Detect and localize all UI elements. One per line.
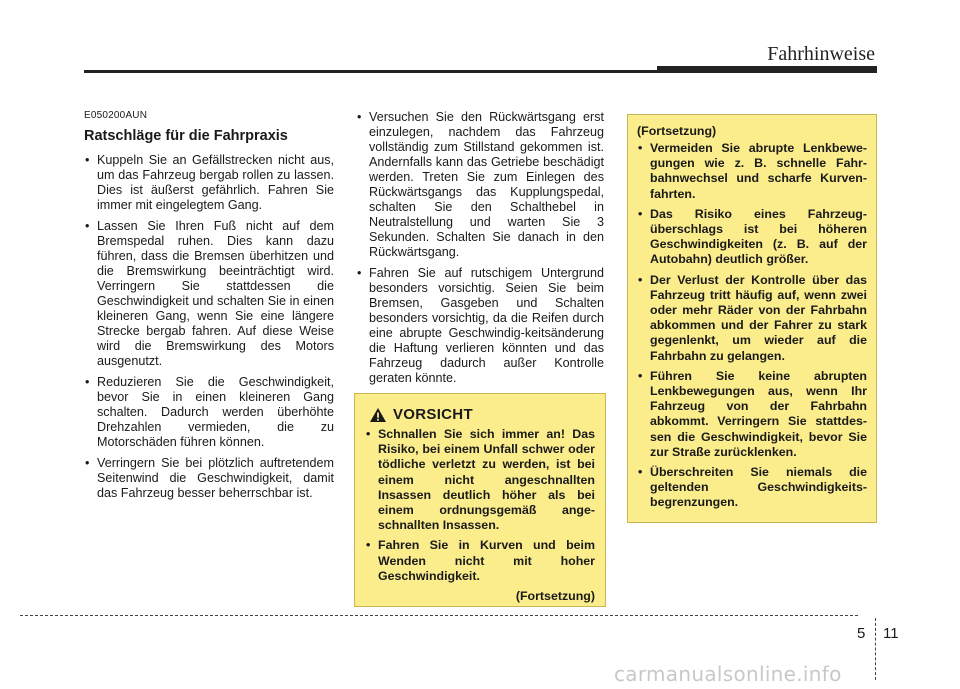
tips-list-left [84, 153, 334, 501]
continuation-label: (Fortsetzung) [637, 124, 717, 138]
middle-column [356, 110, 604, 392]
caution-continuation-box [627, 114, 877, 523]
section-heading: Ratschläge für die Fahrpraxis [84, 128, 288, 144]
caution-item: • Der Verlust der Kontrolle über das Fahrzeug tritt häufig auf, wenn zwei oder mehr Räder von der Fahrbahn abkommen und der Fahrer zu stark gegenlenkt, um wieder auf die Fahrbahn zu gelangen. [637, 273, 867, 364]
watermark: carmanualsonline.info [614, 662, 842, 686]
section-code: E050200AUN [84, 110, 148, 121]
caution-item: • Überschreiten Sie niemals die geltenden Geschwindigkeits-begrenzungen. [637, 465, 867, 511]
tip-item: • Lassen Sie Ihren Fuß nicht auf dem Bremspedal ruhen. Dies kann dazu führen, dass die Bremsen überhitzen und die Bremswirkung beeinträchtigt wird. Verringern Sie stattdessen die Geschwindigkeit und schalten Sie in einen kleineren Gang, wenn Sie eine längere Strecke bergab fahren. Auf diese Weise wird die Bremswirkung des Motors ausgenutzt. [84, 219, 334, 369]
caution-item: • Schnallen Sie sich immer an! Das Risiko, bei einem Unfall schwer oder tödliche verletzt zu werden, ist bei einem nicht angeschnallten Insassen deutlich höher als bei einem ordnungsgemäß ange-schnallten Insassen. [365, 427, 595, 533]
page-number: 11 [883, 625, 899, 642]
caution-list [365, 427, 595, 584]
page-header-title: Fahrhinweise [767, 43, 875, 65]
caution-header [369, 406, 595, 423]
caution-item: • Das Risiko eines Fahrzeug-überschlags ist bei höheren Geschwindigkeiten (z. B. auf der Autobahn) deutlich größer. [637, 207, 867, 268]
header-rule [84, 70, 657, 73]
continued-note: (Fortsetzung) [515, 589, 595, 604]
left-column [84, 110, 334, 507]
caution-item: • Führen Sie keine abrupten Lenkbewegungen aus, wenn Ihr Fahrzeug von der Fahrbahn abkommt. Verringern Sie stattdes-sen die Geschwindigkeit, bevor Sie zur Straße zurücklenken. [637, 369, 867, 460]
tips-list-middle [356, 110, 604, 386]
caution-item: • Vermeiden Sie abrupte Lenkbewe-gungen wie z. B. schnelle Fahr-bahnwechsel und scharfe Kurven-fahrten. [637, 141, 867, 202]
caution-item: • Fahren Sie in Kurven und beim Wenden nicht mit hoher Geschwindigkeit. [365, 538, 595, 584]
caution-box [354, 393, 606, 607]
warning-triangle-icon [369, 407, 387, 423]
chapter-number: 5 [857, 625, 866, 642]
tip-item: • Versuchen Sie den Rückwärtsgang erst einzulegen, nachdem das Fahrzeug vollständig zum Stillstand gekommen ist. Andernfalls kann das Getriebe beschädigt werden. Treten Sie zum Einlegen des Rückwärtsgangs das Kupplungspedal, schalten Sie den Schalthebel in Neutralstellung und warten Sie 3 Sekunden. Schalten Sie danach in den Rückwärtsgang. [356, 110, 604, 260]
page-number-divider [875, 618, 877, 680]
caution-title: VORSICHT [393, 406, 473, 423]
tip-item: • Fahren Sie auf rutschigem Untergrund besonders vorsichtig. Seien Sie beim Bremsen, Gasgeben und Schalten besonders vorsichtig, da die Reifen durch eine abrupte Geschwindig-keitsänderung die Haftung verlieren könnten und das Fahrzeug dadurch außer Kontrolle geraten könnte. [356, 266, 604, 386]
tip-item: • Reduzieren Sie die Geschwindigkeit, bevor Sie in einen kleineren Gang schalten. Dadurch werden überhöhte Drehzahlen vermieden, die zu Motorschäden führen können. [84, 375, 334, 450]
continuation-list [637, 141, 867, 511]
tip-item: • Verringern Sie bei plötzlich auftretendem Seitenwind die Geschwindigkeit, damit das Fahrzeug besser beherrschbar ist. [84, 456, 334, 501]
tip-item: • Kuppeln Sie an Gefällstrecken nicht aus, um das Fahrzeug bergab rollen zu lassen. Dies ist äußerst gefährlich. Fahren Sie immer mit eingelegtem Gang. [84, 153, 334, 213]
footer-rule [20, 615, 858, 616]
header-rule-accent [657, 66, 877, 73]
